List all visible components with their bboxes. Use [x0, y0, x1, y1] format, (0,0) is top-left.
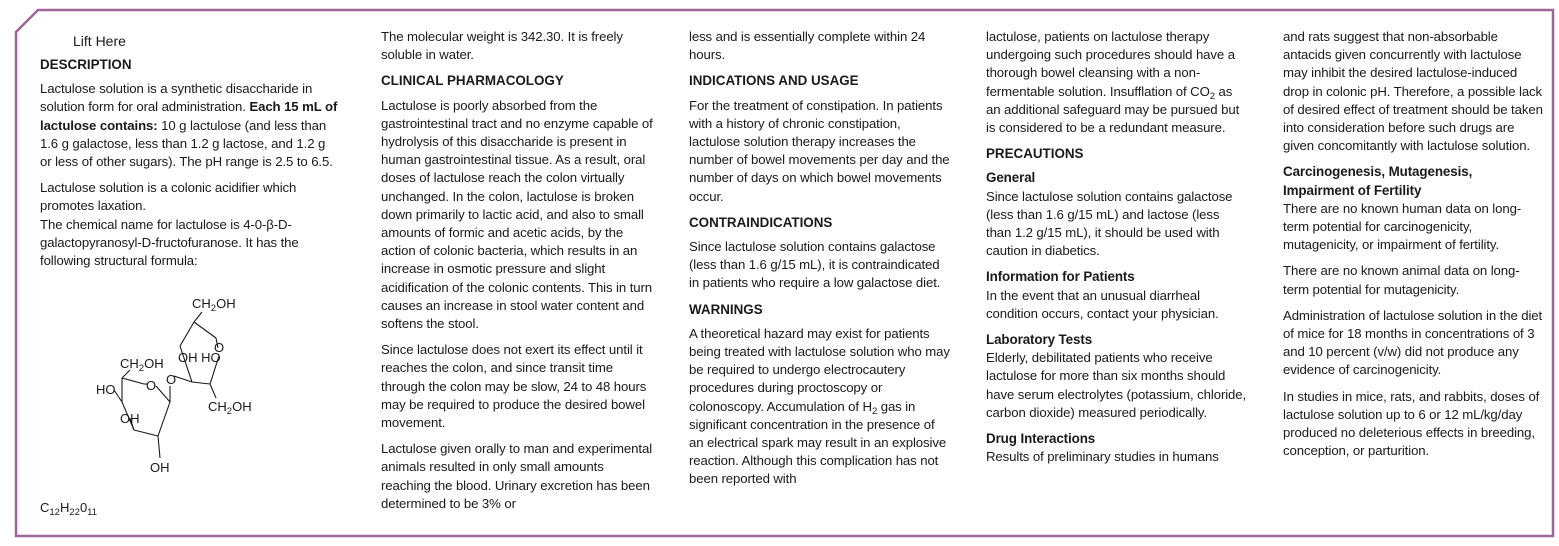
carcinogenesis-subheading: Carcinogenesis, Mutagenesis, Impairment of Fertility	[1283, 164, 1473, 198]
information-for-patients-paragraph: In the event that an unusual diarrheal condition occurs, contact your physician.	[986, 287, 1219, 321]
precautions-column	[986, 28, 1248, 474]
bridge-oxygen: O	[166, 372, 177, 387]
warnings-heading: WARNINGS	[689, 301, 763, 317]
indications-heading: INDICATIONS AND USAGE	[689, 73, 859, 89]
ring-oxygen-left: O	[146, 378, 157, 393]
carcinogenesis-paragraph-4: In studies in mice, rats, and rabbits, doses of lactulose solution up to 6 or 12 mL/kg/day produced no deleterious effects in breeding, conception, or parturition.	[1283, 388, 1540, 459]
ch2oh-right: $CH_2OH$	[208, 399, 252, 417]
carcinogenesis-paragraph-3: Administration of lactulose solution in the diet of mice for 18 months in concentrations of 3 and 10 percent (v/w) did not produce any evidence of carcinogenicity.	[1283, 307, 1543, 378]
formula-labels	[96, 296, 252, 475]
oh-mid: OH	[120, 411, 140, 426]
general-paragraph: Since lactulose solution contains galactose (less than 1.6 g/15 mL) and lactose (less than 1.2 g/15 mL), it should be used with caution in diabetics.	[986, 188, 1233, 259]
drug-interactions-subheading: Drug Interactions	[986, 431, 1096, 447]
laboratory-tests-paragraph: Elderly, debilitated patients who receive lactulose for more than six months should have serum electrolytes (potassium, chloride, carbon dioxide) measured periodically.	[986, 350, 1247, 420]
description-heading: DESCRIPTION	[40, 57, 132, 72]
clinical-pharmacology-paragraph-3: Lactulose given orally to man and experimental animals resulted in only small amounts reaching the blood. Urinary excretion has been determined to be 3% or	[381, 441, 653, 511]
oh-ho-label: OH HO	[178, 350, 221, 365]
carcinogenesis-column	[1283, 28, 1545, 468]
molecular-weight-text: The molecular weight is 342.30. It is freely soluble in water.	[381, 29, 623, 63]
excretion-continued-text: less and is essentially complete within 24 hours.	[689, 29, 926, 63]
indications-paragraph: For the treatment of constipation. In patients with a history of chronic constipation, lactulose solution therapy increases the number of bowel movements per day and the number of days on which bowel movements occur.	[689, 97, 950, 204]
information-for-patients-subheading: Information for Patients	[986, 269, 1135, 285]
description-paragraph-1: Lactulose solution is a synthetic disaccharide in solution form for oral administration. Each 15 mL of lactulose contains: 10 g lactulose (and less than 1.6 g galactose, less than 1.2 g lactose, and 1.2 g or less of other sugars). The pH range is 2.5 to 6.5.	[40, 81, 338, 170]
carcinogenesis-paragraph-2: There are no known animal data on long-term potential for mutagenicity.	[1283, 263, 1520, 297]
ch2oh-top: $CH_2OH$	[192, 296, 236, 314]
clinical-pharmacology-paragraph-1: Lactulose is poorly absorbed from the gastrointestinal tract and no enzyme capable of hydrolysis of this disaccharide is present in human gastrointestinal tissue. As a result, oral doses of lactulose reach the colon virtually unchanged. In the colon, lactulose is broken down primarily to lactic acid, and also to small amounts of formic and acetic acids, by the action of colonic bacteria, which results in an increase in osmotic pressure and slight acidification of the colonic contents. This in turn causes an increase in stool water content and softens the stool.	[381, 97, 653, 332]
general-subheading: General	[986, 170, 1036, 186]
molecular-formula: $C_{12}H_{22}0_{11}$	[40, 500, 98, 518]
ch2oh-left: $CH_2OH$	[120, 356, 164, 374]
description-paragraph-2: Lactulose solution is a colonic acidifier which promotes laxation.	[40, 180, 297, 214]
lactulose-structural-formula	[92, 290, 282, 490]
precautions-heading: PRECAUTIONS	[986, 146, 1084, 162]
indications-column	[689, 28, 951, 497]
ho-left: HO	[96, 382, 116, 397]
drug-interactions-paragraph: Results of preliminary studies in humans	[986, 449, 1219, 465]
contraindications-heading: CONTRAINDICATIONS	[689, 214, 833, 230]
warnings-paragraph: A theoretical hazard may exist for patients being treated with lactulose solution who may be required to undergo electrocautery procedures during proctoscopy or colonoscopy. Accumulation of $H_2$ gas in significant concentration in the presence of an electrical spark may result in an explosive reaction. Although this complication has not been reported with	[689, 325, 950, 487]
description-column	[40, 56, 340, 278]
warnings-continued-text: lactulose, patients on lactulose therapy undergoing such procedures should have a thorough bowel cleansing with a non-fermentable solution. Insufflation of $CO_2$ as an additional safeguard may be pursued but is considered to be a redundant measure.	[986, 29, 1240, 136]
oh-bottom: OH	[150, 460, 170, 475]
clinical-pharmacology-heading: CLINICAL PHARMACOLOGY	[381, 73, 564, 89]
drug-interactions-continued-text: and rats suggest that non-absorbable antacids given concurrently with lactulose may inhibit the desired lactulose-induced drop in colonic pH. Therefore, a possible lack of desired effect of treatment should be taken into consideration before such drugs are given concomitantly with lactulose solution.	[1283, 29, 1543, 154]
ring-oxygen-right: O	[214, 340, 225, 355]
clinical-pharmacology-column	[381, 28, 653, 521]
laboratory-tests-subheading: Laboratory Tests	[986, 332, 1093, 348]
lift-here-label[interactable]: Lift Here	[73, 33, 126, 49]
contraindications-paragraph: Since lactulose solution contains galactose (less than 1.6 g/15 mL), it is contraindicated in patients who require a low galactose diet.	[689, 239, 941, 291]
description-paragraph-3: The chemical name for lactulose is 4-0-β-D-galactopyranosyl-D-fructofuranose. It has the following structural formula:	[40, 216, 299, 269]
carcinogenesis-paragraph-1: There are no known human data on long-term potential for carcinogenicity, mutagenicity, or impairment of fertility.	[1283, 200, 1522, 253]
clinical-pharmacology-paragraph-2: Since lactulose does not exert its effect until it reaches the colon, and since transit time through the colon may be slow, 24 to 48 hours may be required to produce the desired bowel movement.	[381, 342, 647, 431]
